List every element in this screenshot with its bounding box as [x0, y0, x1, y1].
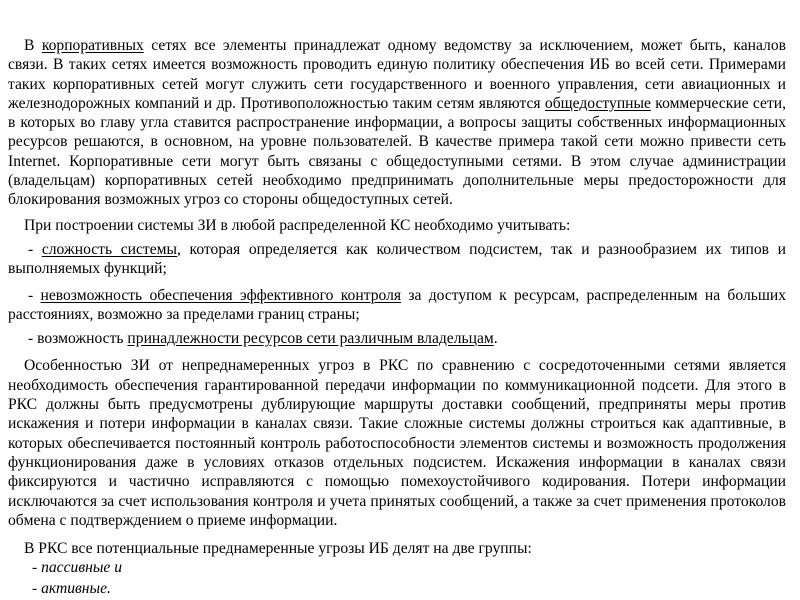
- paragraph-unintentional-threats: Особенностью ЗИ от непреднамеренных угроз в РКС по сравнению с сосредоточенными сетями является необходимость обеспечения гарантированной передачи информации по коммуникационной подсети. Для этого в РКС должны быть предусмотрены дублирующие маршруты доставки сообщений, предприняты меры против искажения и потери информации в каналах связи. Такие сложные системы должны строиться как адаптивные, в которых обеспечивается постоянный контроль работоспособности элементов системы и возможность продолжения функционирования даже в условиях отказов отдельных подсистем. Искажения информации в каналах связи фиксируются и частично исправляются с помощью помехоустойчивого кодирования. Потери информации исключаются за счет использования контроля и учета принятых сообщений, а также за счет применения протоколов обмена с подтверждением о приеме информации.: [8, 357, 786, 529]
- item1-dash: -: [28, 240, 42, 258]
- item1-text: , которая определяется как количеством подсистем, так и разнообразием их типов и выполняемых функций;: [8, 240, 786, 278]
- paragraph-corporate-networks: [8, 36, 786, 210]
- threat-group-passive: - пассивные и: [32, 559, 123, 577]
- item2-dash: -: [28, 286, 41, 304]
- item2-text: за доступом к ресурсам, распределенным на больших расстояниях, возможно за пределами границ страны;: [8, 286, 786, 323]
- list-item-ownership: [8, 329, 786, 348]
- list-item-complexity: [8, 240, 786, 279]
- item3-text-a: - возможность: [28, 330, 128, 348]
- paragraph-threat-groups: В РКС все потенциальные преднамеренные угрозы ИБ делят на две группы:: [24, 540, 532, 558]
- list-item-control: [8, 286, 786, 325]
- item3-text-b: .: [493, 330, 498, 348]
- term-public: общедоступные: [544, 94, 651, 112]
- paragraph-considerations-intro: При построении системы ЗИ в любой распределенной КС необходимо учитывать:: [24, 216, 571, 234]
- p1-text-c: коммерческие сети, в которых во главу угла ставится распространение информации, а вопросы защиты собственных информационных ресурсов решаются, в основном, на уровне пользователей. В качестве примера такой сети можно привести сеть Internet. Корпоративные сети могут быть связаны с общедоступными сетями. В этом случае администрации (владельцам) корпоративных сетей необходимо предпринимать дополнительные меры предосторожности для блокирования возможных угроз со стороны общедоступных сетей.: [8, 94, 787, 209]
- term-corporate: корпоративных: [41, 37, 144, 54]
- term-ownership: принадлежности ресурсов сети различным владельцам: [127, 330, 494, 348]
- term-control: невозможность обеспечения эффективного контроля: [40, 286, 402, 304]
- p1-text-a: В: [24, 37, 42, 54]
- threat-group-active: - активные.: [32, 579, 111, 597]
- term-complexity: сложность системы: [41, 240, 178, 258]
- p1-text-b: сетях все элементы принадлежат одному ведомству за исключением, может быть, каналов связи. В таких сетях имеется возможность проводить единую политику обеспечения ИБ во всей сети. Примерами таких корпоративных сетей могут служить сети государственного и военного управления, сети авиационных и железнодорожных компаний и др. Противоположностью таким сетям являются: [8, 37, 786, 112]
